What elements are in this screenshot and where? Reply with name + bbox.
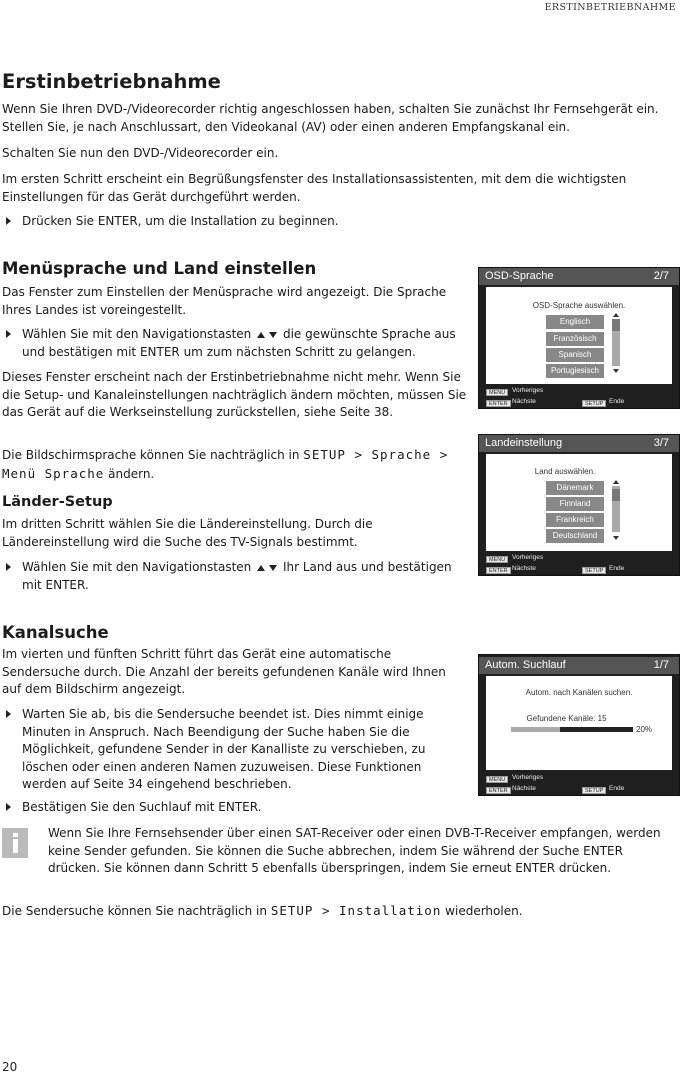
bullet-arrow-icon <box>6 710 11 718</box>
bullet-arrow-icon <box>6 330 11 338</box>
step-indicator: 2/7 <box>653 270 669 282</box>
running-header: ERSTINBETRIEBNAHME <box>544 2 676 13</box>
list-item[interactable]: Portugiesisch <box>546 364 604 378</box>
section-title-scan: Kanalsuche <box>2 623 109 642</box>
key-hint: Ende <box>609 565 625 572</box>
scroll-up-icon <box>613 313 619 317</box>
scan-progress-bar <box>511 727 633 732</box>
enter-key-icon: ENTER <box>486 400 511 407</box>
rescan-paragraph: Die Sendersuche können Sie nachträglich in SETUP > Installation wiederholen. <box>2 903 523 918</box>
section-title-language: Menüsprache und Land einstellen <box>2 259 317 278</box>
setup-key-icon: SETUP <box>582 400 606 407</box>
osd-language-screen <box>478 267 680 409</box>
key-hint: Vorheriges <box>512 387 544 394</box>
arrow-down-icon <box>269 332 277 338</box>
list-item[interactable]: Englisch <box>546 315 604 329</box>
scroll-down-icon <box>613 536 619 540</box>
setup-key-icon: SETUP <box>582 787 606 794</box>
country-paragraph: Im dritten Schritt wählen Sie die Ländereinstellung. Durch die Ländereinstellung wird die Suche des TV-Signals bestimmt. <box>2 517 373 549</box>
key-hint: Nächste <box>512 565 536 572</box>
page-number: 20 <box>2 1060 18 1074</box>
list-item[interactable]: Französisch <box>546 332 604 346</box>
progress-percent: 20% <box>636 725 653 734</box>
key-hint: Vorheriges <box>512 774 544 781</box>
found-channels-count: Gefundene Kanäle: 15 <box>526 714 607 723</box>
list-item[interactable]: Dänemark <box>546 481 604 495</box>
wizard-paragraph: Im ersten Schritt erscheint ein Begrüßungsfenster des Installationsassistenten, mit dem die wichtigsten Einstellungen für das Gerät durchgeführt werden. <box>2 172 627 204</box>
country-screen <box>478 434 680 576</box>
confirm-bullet: Bestätigen Sie den Suchlauf mit ENTER. <box>4 799 469 817</box>
country-bullet: Wählen Sie mit den Navigationstasten Ihr Land aus und bestätigen mit ENTER. <box>4 559 469 594</box>
key-hint: Nächste <box>512 785 536 792</box>
key-hint: Ende <box>609 398 625 405</box>
screen-prompt: OSD-Sprache auswählen. <box>532 301 626 310</box>
wait-bullet: Warten Sie ab, bis die Sendersuche beendet ist. Dies nimmt einige Minuten in Anspruch. Nach Beendigung der Suche haben Sie die Möglichkeit, gefundene Sender in der Kanalliste zu verschieben, zu löschen oder einen anderen Namen zuzuweisen. Diese Funktionen werden auf Seite 34 eingehend beschrieben. <box>4 706 469 794</box>
reset-paragraph: Dieses Fenster erscheint nach der Erstinbetriebnahme nicht mehr. Wenn Sie die Setup- und Kanaleinstellungen nachträglich ändern möchten, müssen Sie das Gerät auf die Werkseinstellung zurückstellen, siehe Seite 38. <box>2 370 467 419</box>
setup-key-icon: SETUP <box>582 567 606 574</box>
step-indicator: 1/7 <box>653 659 669 671</box>
list-item[interactable]: Deutschland <box>546 529 604 543</box>
screen-title: Landeinstellung <box>485 437 563 449</box>
list-item[interactable]: Spanisch <box>546 348 604 362</box>
arrow-down-icon <box>269 565 277 571</box>
screen-prompt: Autom. nach Kanälen suchen. <box>525 688 633 697</box>
bullet-arrow-icon <box>6 217 11 225</box>
info-icon <box>2 828 28 858</box>
screen-title: Autom. Suchlauf <box>485 659 566 671</box>
enter-key-icon: ENTER <box>486 787 511 794</box>
intro-paragraph: Wenn Sie Ihren DVD-/Videorecorder richtig angeschlossen haben, schalten Sie zunächst Ihr Fernsehgerät ein. Stellen Sie, je nach Anschlussart, den Videokanal (AV) oder einen anderen Empfangskanal ein. <box>2 102 659 134</box>
screen-title: OSD-Sprache <box>485 270 554 282</box>
key-hint: Ende <box>609 785 625 792</box>
power-on-paragraph: Schalten Sie nun den DVD-/Videorecorder ein. <box>2 146 279 160</box>
page-title: Erstinbetriebnahme <box>2 70 221 93</box>
menu-key-icon: MENU <box>486 389 508 396</box>
receiver-note: Wenn Sie Ihre Fernsehsender über einen SAT-Receiver oder einen DVB-T-Receiver empfangen, werden keine Sender gefunden. Sie können die Suche abbrechen, indem Sie während der Suche ENTER drücken. Sie können dann Schritt 5 ebenfalls überspringen, indem Sie erneut ENTER drücken. <box>48 826 661 875</box>
scan-paragraph: Im vierten und fünften Schritt führt das Gerät eine automatische Sendersuche durch. Die Anzahl der bereits gefundenen Kanäle wird Ihnen auf dem Bildschirm angezeigt. <box>2 647 446 696</box>
step-indicator: 3/7 <box>653 437 669 449</box>
start-install-bullet: Drücken Sie ENTER, um die Installation zu beginnen. <box>4 213 674 231</box>
bullet-arrow-icon <box>6 803 11 811</box>
arrow-up-icon <box>257 332 265 338</box>
bullet-arrow-icon <box>6 563 11 571</box>
screen-prompt: Land auswählen. <box>534 467 596 476</box>
scroll-down-icon <box>613 369 619 373</box>
arrow-up-icon <box>257 565 265 571</box>
key-hint: Vorheriges <box>512 554 544 561</box>
enter-key-icon: ENTER <box>486 567 511 574</box>
auto-scan-screen <box>478 654 680 796</box>
scroll-up-icon <box>613 480 619 484</box>
list-item[interactable]: Frankreich <box>546 513 604 527</box>
menu-key-icon: MENU <box>486 556 508 563</box>
menu-key-icon: MENU <box>486 776 508 783</box>
list-item[interactable]: Finnland <box>546 497 604 511</box>
menu-language-paragraph: Die Bildschirmsprache können Sie nachträglich in SETUP > Sprache > Menü Sprache ändern. <box>2 447 449 481</box>
language-bullet: Wählen Sie mit den Navigationstasten die gewünschte Sprache aus und bestätigen mit ENTER um zum nächsten Schritt zu gelangen. <box>4 326 469 361</box>
key-hint: Nächste <box>512 398 536 405</box>
section-title-country: Länder-Setup <box>2 494 113 510</box>
language-paragraph: Das Fenster zum Einstellen der Menüsprache wird angezeigt. Die Sprache Ihres Landes ist voreingestellt. <box>2 285 447 317</box>
